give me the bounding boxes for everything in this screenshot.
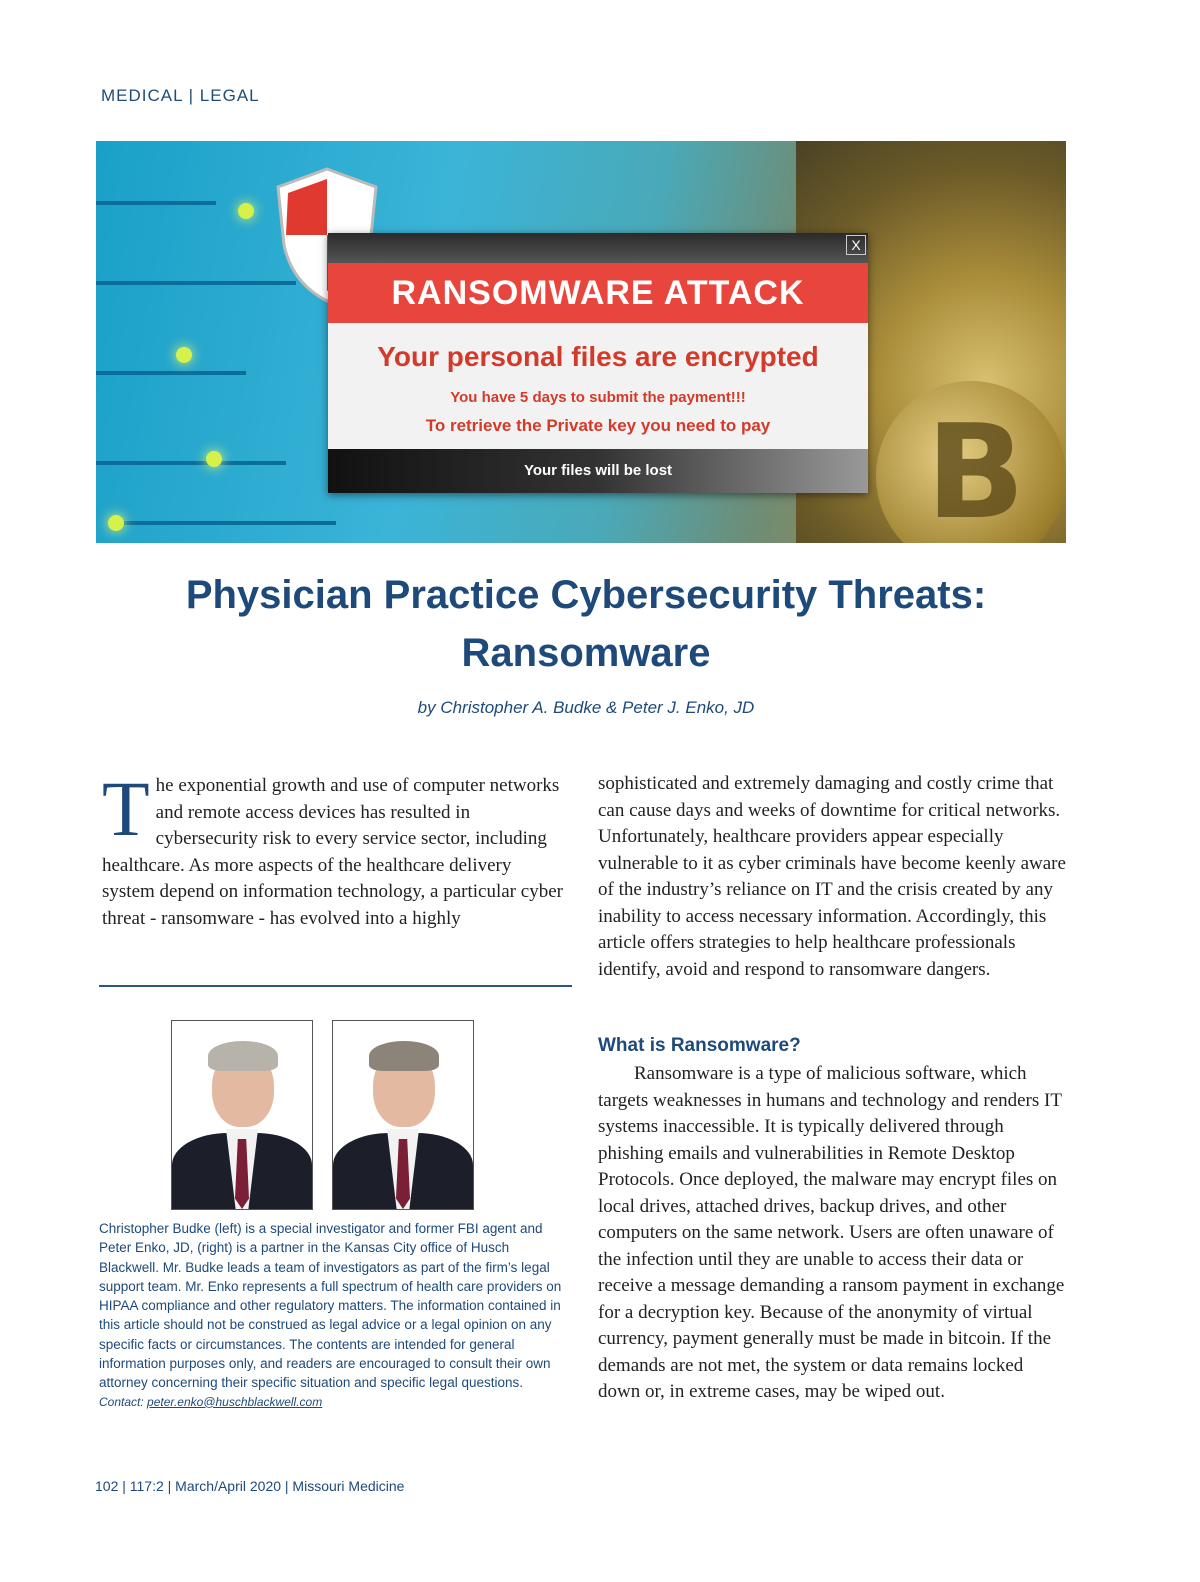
popup-footer: Your files will be lost (328, 449, 868, 493)
section-heading: What is Ransomware? (598, 1035, 801, 1056)
popup-line-3: To retrieve the Private key you need to pay (425, 416, 771, 435)
title-line-2: Ransomware (461, 631, 711, 675)
section-body: Ransomware is a type of malicious software, which targets weaknesses in humans and technology and renders IT systems inaccessible. It is typically delivered through phishing emails and vulnerabilities in Remote Desktop Protocols. Once deployed, the malware may encrypt files on local drives, attached drives, backup drives, and other computers on the same network. Users are often unaware of the infection until they are unable to access their data or receive a message demanding a ransom payment in exchange for a decryption key. Because of the anonymity of virtual currency, payment generally must be made in bitcoin. If the demands are not met, the system or data remains locked down or, in extreme cases, may be wiped out. (598, 1063, 1065, 1402)
contact-email-link[interactable]: peter.enko@huschblackwell.com (147, 1394, 323, 1409)
title-line-1: Physician Practice Cybersecurity Threats: (185, 573, 987, 617)
popup-line-2: You have 5 days to submit the payment!!! (450, 389, 746, 406)
circuit-trace (96, 201, 216, 205)
contact-line (99, 1393, 569, 1412)
author-caption (99, 1219, 569, 1412)
author-photo-budke (171, 1020, 313, 1210)
close-icon: X (846, 235, 866, 255)
circuit-trace (96, 371, 246, 375)
circuit-node (108, 515, 124, 531)
contact-label: Contact: (99, 1394, 144, 1409)
intro-text: he exponential growth and use of computer networks and remote access devices has resulted in cybersecurity risk to every service sector, including healthcare. As more aspects of the healthcare delivery system depend on information technology, a particular cyber threat - ransomware - has evolved into a highly (102, 775, 563, 929)
intro-paragraph (102, 765, 568, 932)
circuit-node (176, 347, 192, 363)
divider (99, 985, 572, 987)
section-label: MEDICAL | LEGAL (101, 86, 260, 105)
intro-continued: sophisticated and extremely damaging and costly crime that can cause days and weeks of downtime for critical networks. Unfortunately, healthcare providers appear especially vulnerable to it as cyber criminals have become keenly aware of the industry’s reliance on IT and the crisis created by any inability to access necessary information. Accordingly, this article offers strategies to help healthcare professionals identify, avoid and respond to ransomware dangers. (598, 773, 1066, 980)
circuit-trace (116, 521, 336, 525)
author-photo-enko (332, 1020, 474, 1210)
byline: by Christopher A. Budke & Peter J. Enko, JD (417, 698, 755, 717)
article-title (96, 566, 1076, 682)
page-footer: 102 | 117:2 | March/April 2020 | Missouri Medicine (95, 1478, 405, 1494)
popup-headline: RANSOMWARE ATTACK (328, 263, 868, 323)
circuit-trace (96, 461, 286, 465)
circuit-trace (96, 281, 296, 285)
popup-titlebar (328, 233, 868, 263)
bitcoin-icon: B (926, 396, 1026, 543)
circuit-node (206, 451, 222, 467)
drop-cap: T (102, 765, 150, 852)
circuit-node (238, 203, 254, 219)
ransom-popup (328, 233, 868, 493)
caption-text: Christopher Budke (left) is a special investigator and former FBI agent and Peter Enko, JD, (right) is a partner in the Kansas City office of Husch Blackwell. Mr. Budke leads a team of investigators as part of the firm’s legal support team. Mr. Enko represents a full spectrum of health care providers on HIPAA compliance and other regulatory matters. The information contained in this article should not be construed as legal advice or a legal opinion on any specific facts or circumstances. The contents are intended for general information purposes only, and readers are encouraged to consult their own attorney concerning their specific situation and specific legal questions. (99, 1221, 562, 1391)
hero-illustration (96, 141, 1066, 543)
popup-line-1: Your personal files are encrypted (377, 341, 819, 372)
